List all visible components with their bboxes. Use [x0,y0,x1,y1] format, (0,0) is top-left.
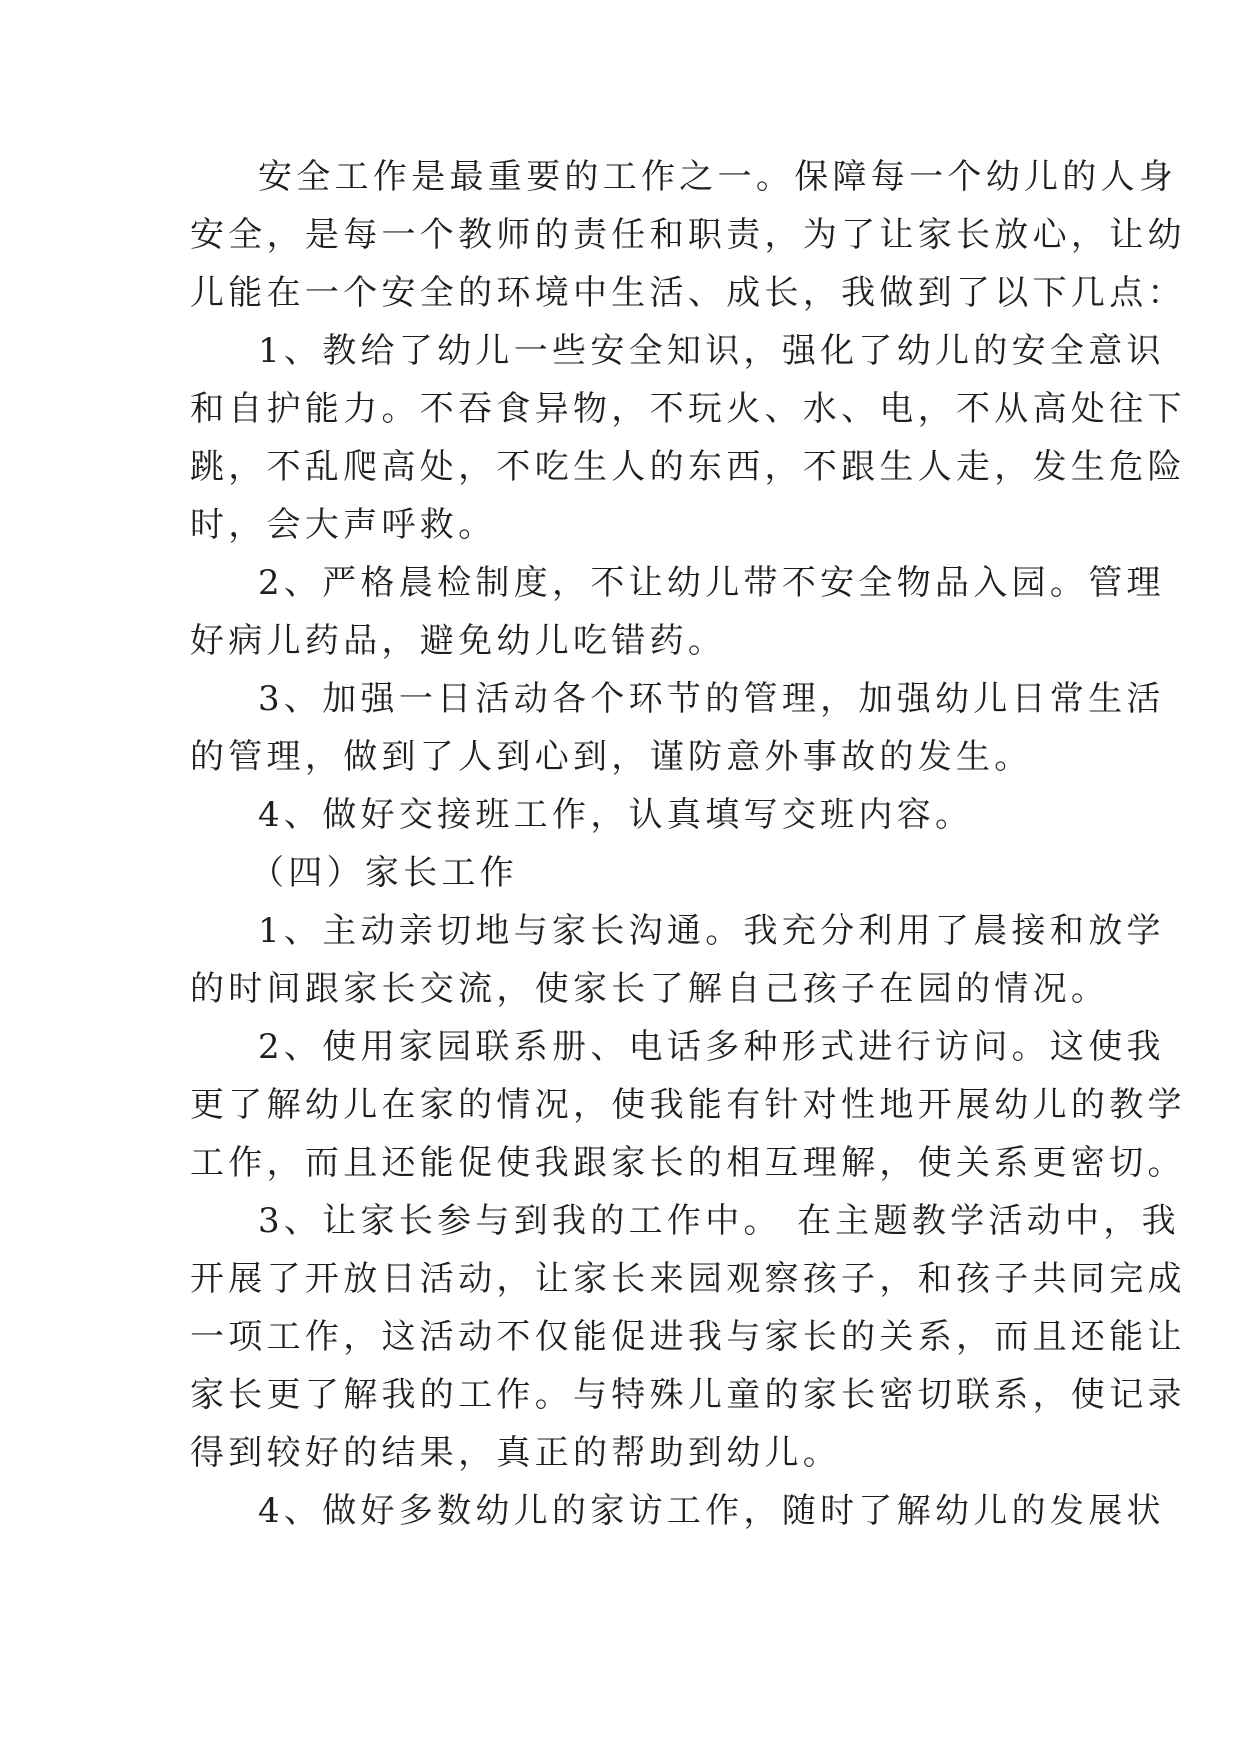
text-line: 的管理，做到了人到心到，谨防意外事故的发生。 [190,737,1033,777]
section-heading: （四）家长工作 [250,853,519,893]
text-line: 3、让家长参与到我的工作中。 在主题教学活动中，我 [258,1201,1180,1241]
text-line: 安全工作是最重要的工作之一。保障每一个幼儿的人身 [258,157,1178,197]
text-line: 1、教给了幼儿一些安全知识，强化了幼儿的安全意识 [258,331,1165,371]
text-line: 1、主动亲切地与家长沟通。我充分利用了晨接和放学 [258,911,1165,951]
text-line: 时，会大声呼救。 [190,505,497,545]
text-line: 和自护能力。不吞食异物，不玩火、水、电，不从高处往下 [190,389,1186,429]
text-line: 跳，不乱爬高处，不吃生人的东西，不跟生人走，发生危险 [190,447,1186,487]
text-line: 好病儿药品，避免幼儿吃错药。 [190,621,727,661]
text-line: 2、使用家园联系册、电话多种形式进行访问。这使我 [258,1027,1165,1067]
text-line: 3、加强一日活动各个环节的管理，加强幼儿日常生活 [258,679,1165,719]
document-page [190,148,1186,1540]
text-line: 一项工作，这活动不仅能促进我与家长的关系，而且还能让 [190,1317,1186,1357]
text-line: 的时间跟家长交流，使家长了解自己孩子在园的情况。 [190,969,1110,1009]
text-line: 4、做好交接班工作，认真填写交班内容。 [258,795,974,835]
text-line: 家长更了解我的工作。与特殊儿童的家长密切联系，使记录 [190,1375,1186,1415]
text-line: 儿能在一个安全的环境中生活、成长，我做到了以下几点： [190,273,1186,313]
text-line: 更了解幼儿在家的情况，使我能有针对性地开展幼儿的教学 [190,1085,1186,1125]
text-line: 工作，而且还能促使我跟家长的相互理解，使关系更密切。 [190,1143,1186,1183]
text-line: 2、严格晨检制度，不让幼儿带不安全物品入园。管理 [258,563,1165,603]
text-line: 4、做好多数幼儿的家访工作，随时了解幼儿的发展状 [258,1491,1165,1531]
text-line: 安全，是每一个教师的责任和职责，为了让家长放心，让幼 [190,215,1186,255]
text-line: 得到较好的结果，真正的帮助到幼儿。 [190,1433,842,1473]
text-line: 开展了开放日活动，让家长来园观察孩子，和孩子共同完成 [190,1259,1186,1299]
